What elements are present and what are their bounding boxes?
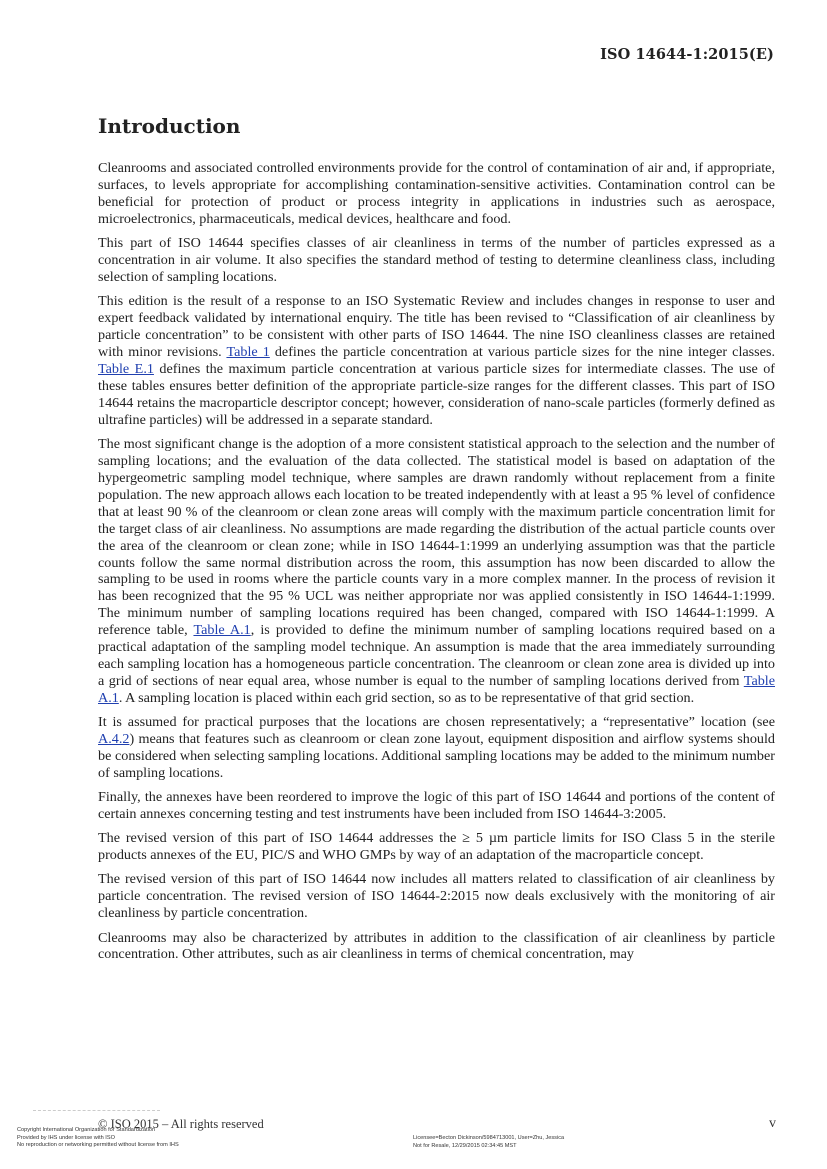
cross-reference-link[interactable]: A.4.2 — [98, 731, 130, 748]
paragraph-text: This edition is the result of a response to an ISO Systematic Review and includes changes in response to user and expert feedback validated by international enquiry. The title has been revised to “Classification of air cleanliness by particle concentration” to be consistent with other parts of ISO 14644. The nine ISO cleanliness classes are retained with minor revisions. — [98, 293, 775, 360]
paragraph-text: ) means that features such as cleanroom or clean zone layout, equipment disposition and airflow systems should be considered when selecting sampling locations. Additional sampling locations may be added to the minimum number of sampling locations. — [98, 731, 775, 782]
license-line: Licensee=Becton Dickinson/5984713001, User=Zhu, Jessica — [413, 1135, 565, 1141]
paragraph-text: defines the particle concentration at various particle sizes for the nine integer classes. — [269, 343, 775, 360]
paragraph — [98, 436, 775, 707]
paragraph-text: It is assumed for practical purposes that the locations are chosen representatively; a “representative” location (see — [98, 714, 775, 731]
paragraph — [98, 714, 775, 782]
paragraph — [98, 871, 775, 922]
license-line: Copyright International Organization for Standardization — [17, 1127, 156, 1133]
paragraph — [98, 830, 775, 864]
section-title: Introduction — [98, 114, 241, 138]
cross-reference-link[interactable]: Table E.1 — [98, 360, 154, 377]
license-line: No reproduction or networking permitted without license from IHS — [17, 1142, 179, 1149]
license-line: Provided by IHS under license with ISO — [17, 1134, 115, 1141]
paragraph — [98, 789, 775, 823]
cross-reference-link[interactable]: Table A.1 — [193, 622, 251, 639]
paragraph-text: . A sampling location is placed within each grid section, so as to be representative of that grid section. — [118, 690, 695, 707]
paragraph-text: defines the maximum particle concentration at various particle sizes for intermediate classes. The use of these tables ensures better definition of the appropriate particle-size ranges for the different classes. This part of ISO 14644 retains the macroparticle descriptor concept; however, consideration of nano-scale particles (formerly defined as ultrafine particles) will be addressed in a separate standard. — [98, 360, 776, 428]
page-number: v — [769, 1116, 776, 1131]
cross-reference-link[interactable]: Table A.1 — [98, 673, 775, 707]
paragraph-text: , is provided to define the minimum number of sampling locations required based on a practical adaptation of the sampling model technique. An assumption is made that the area immediately surrounding each sampling location has a homogeneous particle concentration. The cleanroom or clean zone area is divided up into a grid of sections of near equal area, whose number is equal to the number of sampling locations derived from — [98, 622, 775, 690]
license-line: Not for Resale, 12/29/2015 02:34:45 MST — [413, 1142, 517, 1149]
paragraph — [98, 160, 775, 228]
footer-divider — [33, 1110, 160, 1112]
paragraph-text: Finally, the annexes have been reordered to improve the logic of this part of ISO 14644 and portions of the content of certain annexes concerning testing and test instruments have been included from ISO 14644-3:2005. — [98, 789, 775, 823]
paragraph — [98, 293, 775, 429]
paragraph — [98, 235, 775, 286]
license-notice-left — [17, 1127, 179, 1150]
paragraph — [98, 930, 775, 964]
license-notice-right — [413, 1135, 564, 1150]
paragraph-text: Cleanrooms and associated controlled environments provide for the control of contamination of air and, if appropriate, surfaces, to levels appropriate for accomplishing contamination-sensitive activities. Contamination control can be beneficial for protection of product or process integrity in applications in industries such as aerospace, microelectronics, pharmaceuticals, medical devices, healthcare and food. — [98, 160, 775, 227]
paragraph-text: The revised version of this part of ISO 14644 addresses the ≥ 5 µm particle limits for ISO Class 5 in the sterile products annexes of the EU, PIC/S and WHO GMPs by way of an adaptation of the macroparticle concept. — [98, 830, 775, 864]
paragraph-text: The most significant change is the adoption of a more consistent statistical approach to the selection and the number of sampling locations; and the evaluation of the data collected. The statistical model is based on adaptation of the hypergeometric sampling model technique, where samples are drawn randomly without replacement from a finite population. The new approach allows each location to be treated independently with at least a 95 % level of confidence that at least 90 % of the cleanroom or clean zone areas will comply with the maximum particle concentration limit for the target class of air cleanliness. No assumptions are made regarding the distribution of the actual particle counts over the area of the cleanroom or clean zone; while in ISO 14644-1:1999 an underlying assumption was that the particle counts follow the same normal distribution across the room, this assumption has now been discarded to allow the sampling to be used in rooms where the particle counts vary in a more complex manner. In the process of revision it has been recognized that the 95 % UCL was neither appropriate nor was applied consistently in ISO 14644-1:1999. The minimum number of sampling locations required has been changed, compared with ISO 14644-1:1999. A reference table, — [98, 435, 775, 639]
copyright-notice: © ISO 2015 – All rights reserved — [98, 1117, 264, 1131]
cross-reference-link[interactable]: Table 1 — [226, 343, 270, 360]
paragraph-text: Cleanrooms may also be characterized by attributes in addition to the classification of air cleanliness by particle concentration. Other attributes, such as air cleanliness in terms of chemical concentration, may — [98, 929, 775, 963]
paragraph-text: This part of ISO 14644 specifies classes of air cleanliness in terms of the number of particles expressed as a concentration in air volume. It also specifies the standard method of testing to determine cleanliness class, including selection of sampling locations. — [98, 235, 775, 285]
document-id-header: ISO 14644-1:2015(E) — [600, 46, 774, 63]
paragraph-text: The revised version of this part of ISO 14644 now includes all matters related to classification of air cleanliness by particle concentration. The revised version of ISO 14644-2:2015 now deals exclusively with the monitoring of air cleanliness by particle concentration. — [98, 871, 775, 922]
introduction-body — [98, 160, 775, 971]
